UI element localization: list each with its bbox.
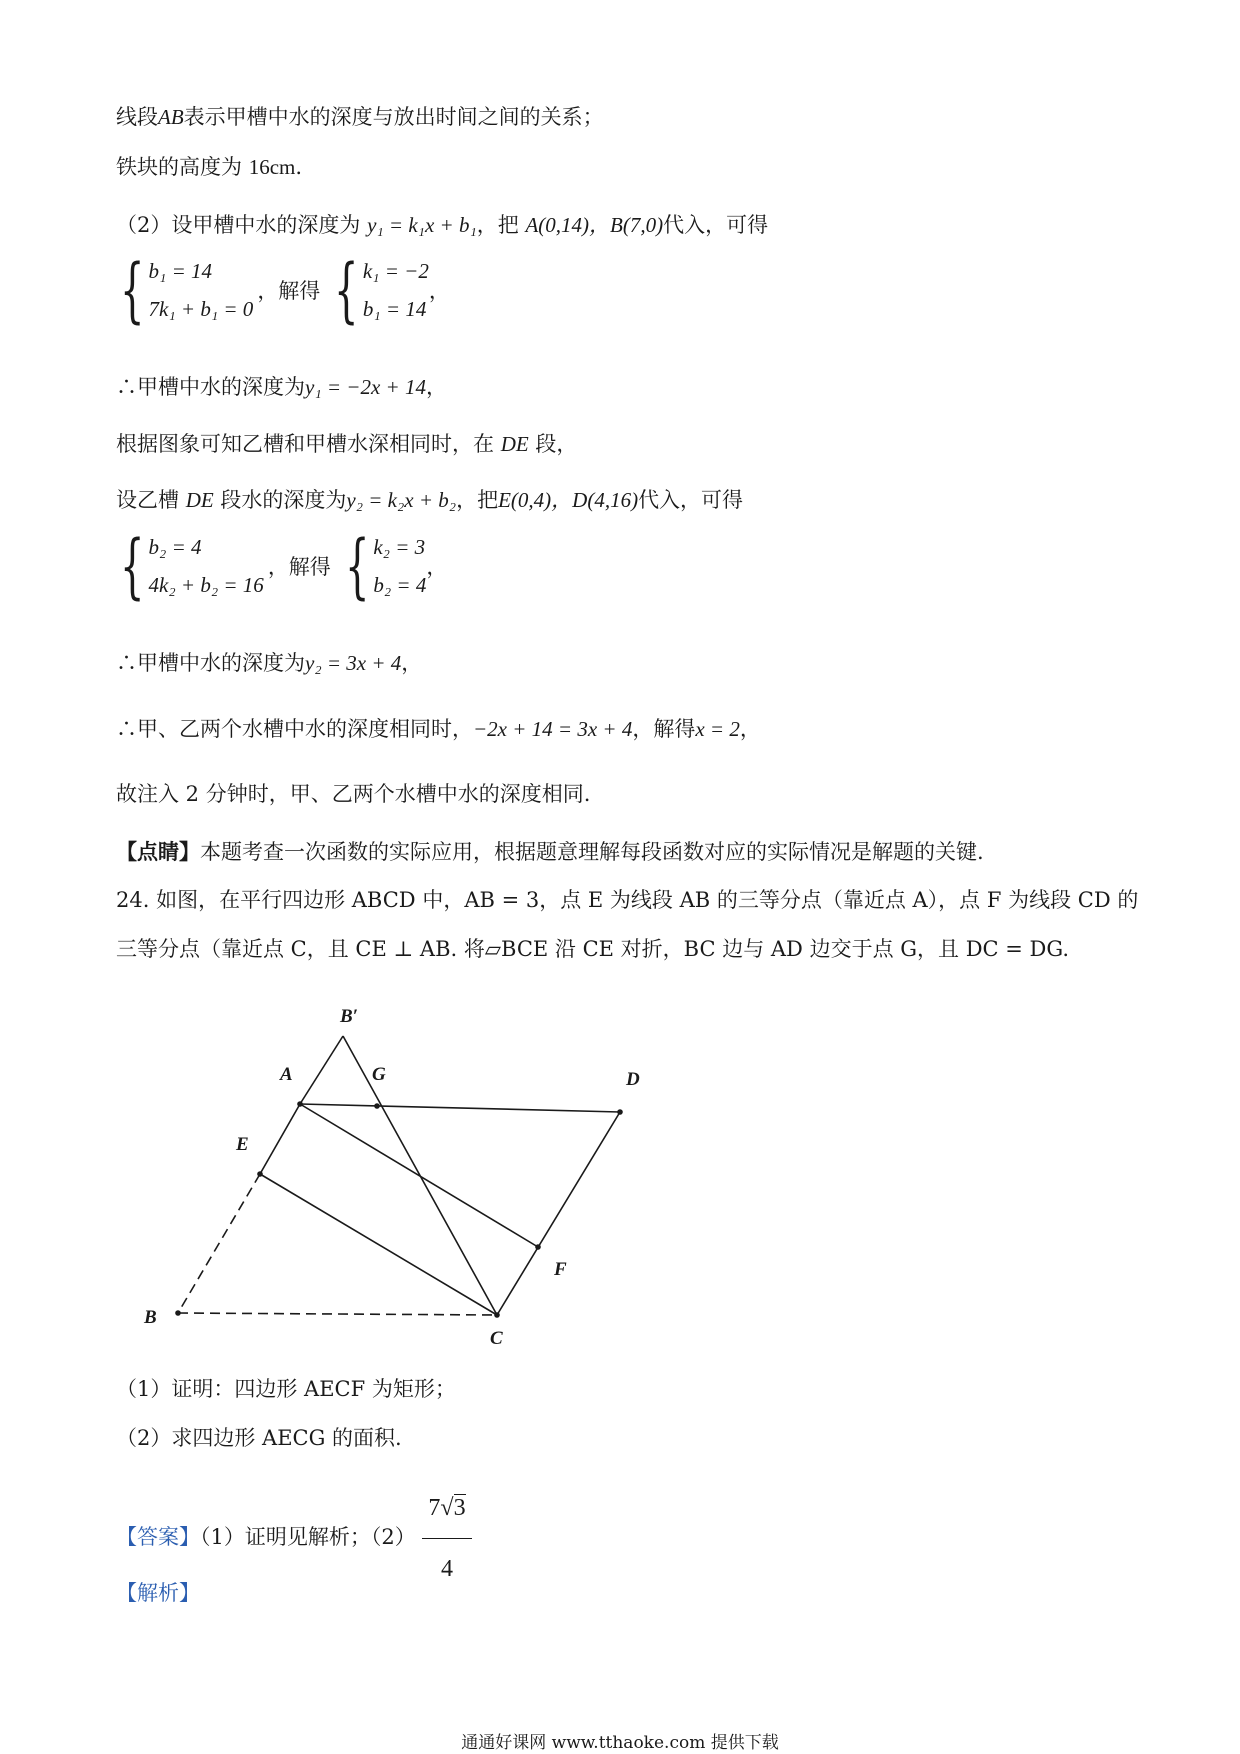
line-10: 【点睛】本题考查一次函数的实际应用，根据题意理解每段函数对应的实际情况是解题的关键. <box>116 839 984 864</box>
page-footer: 通通好课网 www.tthaoke.com 提供下载 <box>461 1733 779 1753</box>
question-2: （2）求四边形 AECG 的面积. <box>116 1426 402 1450</box>
line-8: ∴甲、乙两个水槽中水的深度相同时，−2x + 14 = 3x + 4，解得x = 2， <box>116 717 761 741</box>
label-C: C <box>490 1328 503 1349</box>
segment-AB-prime <box>300 1036 343 1104</box>
label-E: E <box>236 1134 249 1155</box>
equation-system-1: { b₁ = 14 7k₁ + b₁ = 0 ，解得 { k₁ = −2 b₁ = 14 ， <box>120 249 450 331</box>
label-A: A <box>280 1064 293 1085</box>
label-D: D <box>626 1069 640 1090</box>
point-C <box>494 1312 500 1318</box>
geometry-figure <box>140 990 700 1370</box>
segment-BC-dashed <box>178 1313 497 1315</box>
segment-AE <box>260 1104 300 1174</box>
point-B <box>175 1310 181 1316</box>
line-4: ∴甲槽中水的深度为y₁ = −2x + 14， <box>116 375 447 399</box>
line-5: 根据图象可知乙槽和甲槽水深相同时，在 DE 段， <box>116 432 578 456</box>
line-2: 铁块的高度为 16cm. <box>116 155 303 179</box>
label-F: F <box>554 1259 567 1280</box>
answer-line: 【答案】（1）证明见解析；（2） $\frac{7√3}{4}$ <box>116 1480 472 1597</box>
analysis-heading: 【解析】 <box>116 1581 200 1605</box>
line-7: ∴甲槽中水的深度为y₂ = 3x + 4， <box>116 651 423 675</box>
point-F <box>535 1244 541 1250</box>
equation-system-2: { b₂ = 4 4k₂ + b₂ = 16 ，解得 { k₂ = 3 b₂ = 4 ， <box>120 525 448 607</box>
line-6: 设乙槽 DE 段水的深度为y₂ = k₂x + b₂，把E(0,4)，D(4,16)代入，可得 <box>116 488 744 512</box>
problem-24-line-2: 三等分点（靠近点 C，且 CE ⊥ AB. 将▱BCE 沿 CE 对折，BC 边与 AD 边交于点 G，且 DC = DG. <box>116 937 1070 961</box>
answer-fraction: $\frac{7√3}{4}$ <box>422 1480 471 1597</box>
label-B: B <box>144 1307 157 1328</box>
segment-B-prime-C <box>343 1036 497 1315</box>
point-A <box>297 1101 303 1107</box>
point-G <box>374 1103 380 1109</box>
point-E <box>257 1171 263 1177</box>
line-1: 线段AB表示甲槽中水的深度与放出时间之间的关系； <box>116 105 604 129</box>
segment-AD <box>300 1104 620 1112</box>
label-B-prime: B′ <box>340 1006 359 1027</box>
segment-DC <box>497 1112 620 1315</box>
line-9: 故注入 2 分钟时，甲、乙两个水槽中水的深度相同. <box>116 782 591 806</box>
segment-EC <box>260 1174 497 1315</box>
label-G: G <box>372 1064 386 1085</box>
point-D <box>617 1109 623 1115</box>
question-1: （1）证明：四边形 AECF 为矩形； <box>116 1377 456 1401</box>
segment-EB-dashed <box>178 1174 260 1313</box>
problem-24-line-1: 24. 如图，在平行四边形 ABCD 中，AB = 3，点 E 为线段 AB 的三等分点（靠近点 A），点 F 为线段 CD 的 <box>116 888 1139 912</box>
segment-AF <box>300 1104 538 1247</box>
line-3: （2）设甲槽中水的深度为 y₁ = k₁x + b₁，把 A(0,14)，B(7,0)代入，可得 <box>116 213 769 237</box>
